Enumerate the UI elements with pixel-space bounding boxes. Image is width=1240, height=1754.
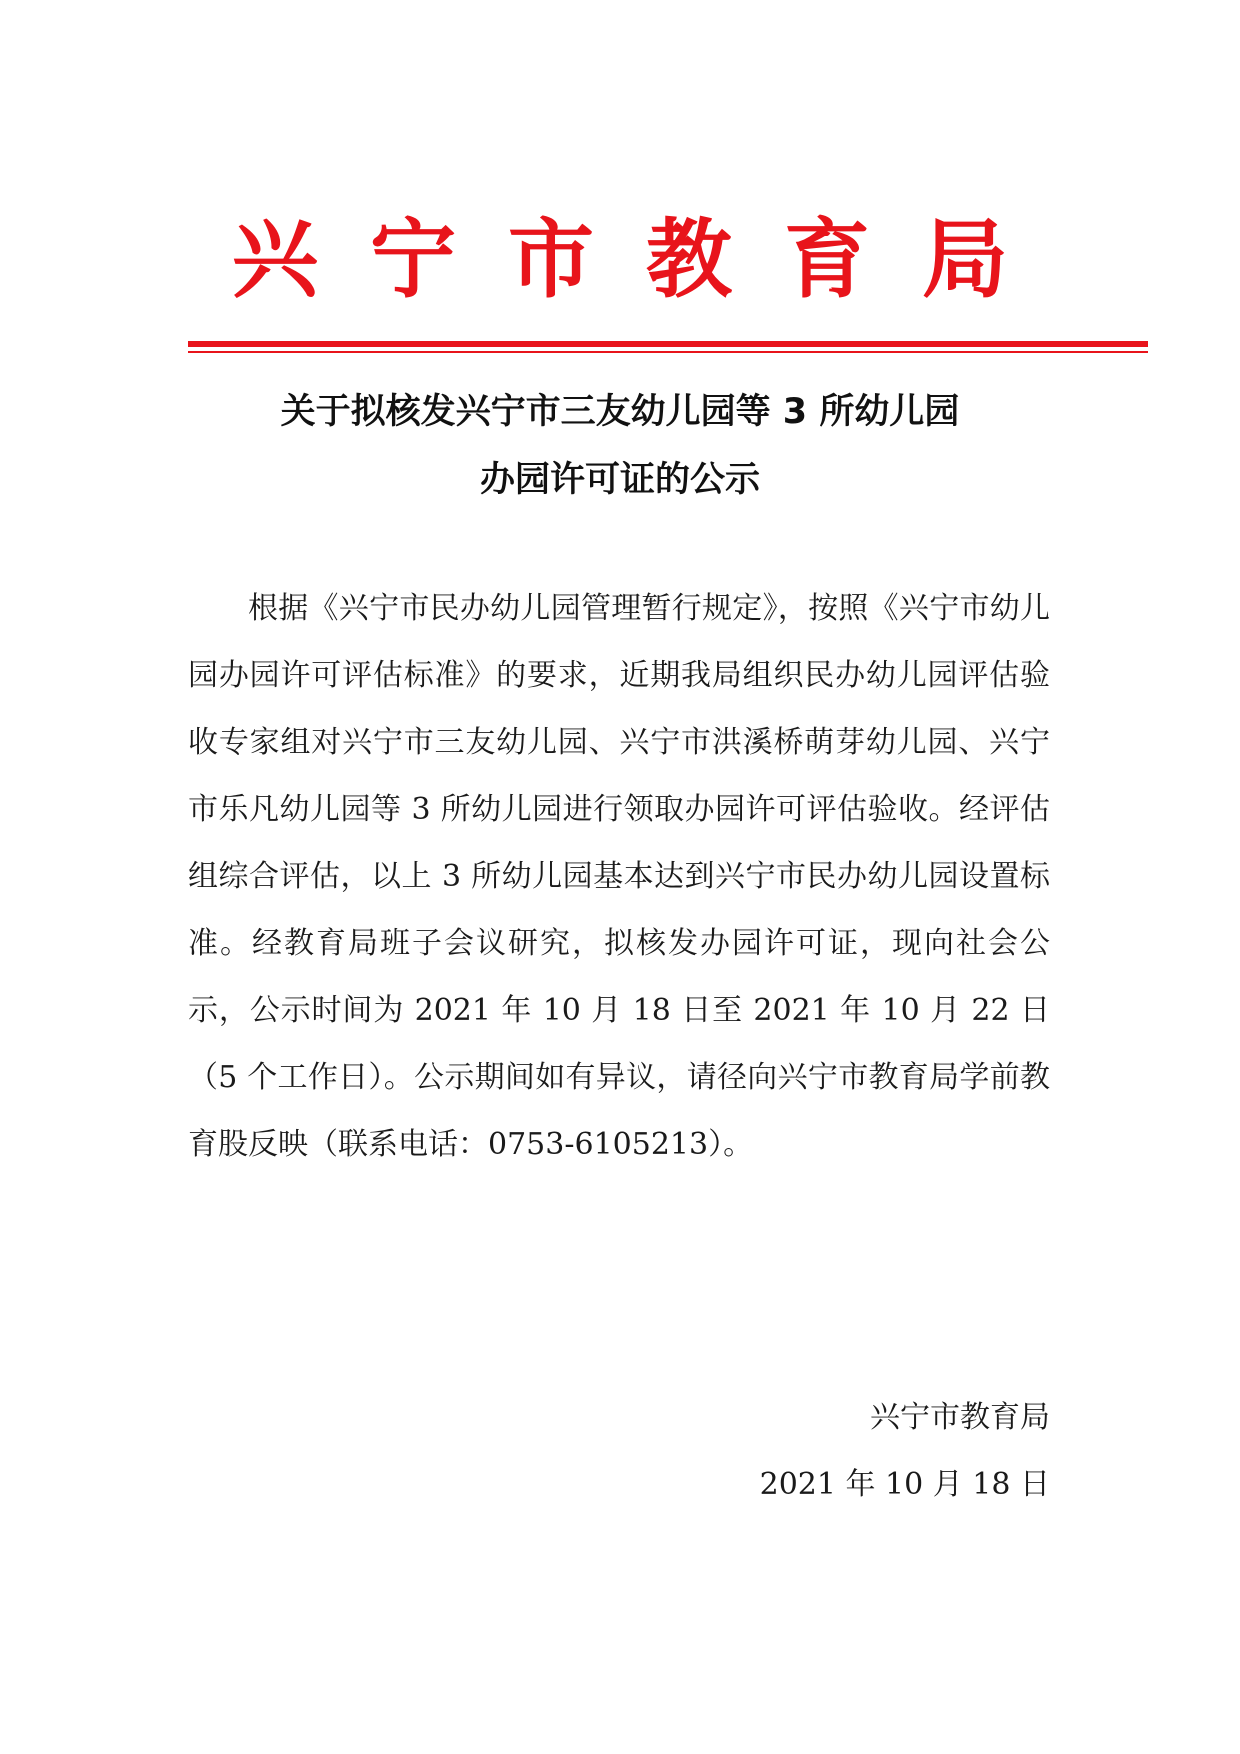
signature-date: 2021 年 10 月 18 日 <box>759 1467 1050 1502</box>
masthead-title: 兴宁市教育局 <box>232 209 1060 310</box>
document-title <box>160 378 1080 514</box>
masthead <box>0 205 1240 315</box>
masthead-rule-thick <box>188 341 1148 347</box>
document-title-line-1: 关于拟核发兴宁市三友幼儿园等 3 所幼儿园 <box>280 392 960 432</box>
body-paragraph: 根据《兴宁市民办幼儿园管理暂行规定》，按照《兴宁市幼儿园办园许可评估标准》的要求，近期我局组织民办幼儿园评估验收专家组对兴宁市三友幼儿园、兴宁市洪溪桥萌芽幼儿园、兴宁市乐凡幼儿园等 3 所幼儿园进行领取办园许可评估验收。经评估组综合评估，以上 3 所幼儿园基本达到兴宁市民办幼儿园设置标准。经教育局班子会议研究，拟核发办园许可证，现向社会公示，公示时间为 2021 年 10 月 18 日至 2021 年 10 月 22 日（5 个工作日）。公示期间如有异议，请径向兴宁市教育局学前教育股反映（联系电话：0753-6105213）。 <box>188 591 1050 1162</box>
signature-org: 兴宁市教育局 <box>870 1400 1050 1435</box>
masthead-rule-thin <box>188 351 1148 353</box>
signature-block <box>760 1384 1050 1518</box>
document-title-line-2: 办园许可证的公示 <box>479 460 760 500</box>
